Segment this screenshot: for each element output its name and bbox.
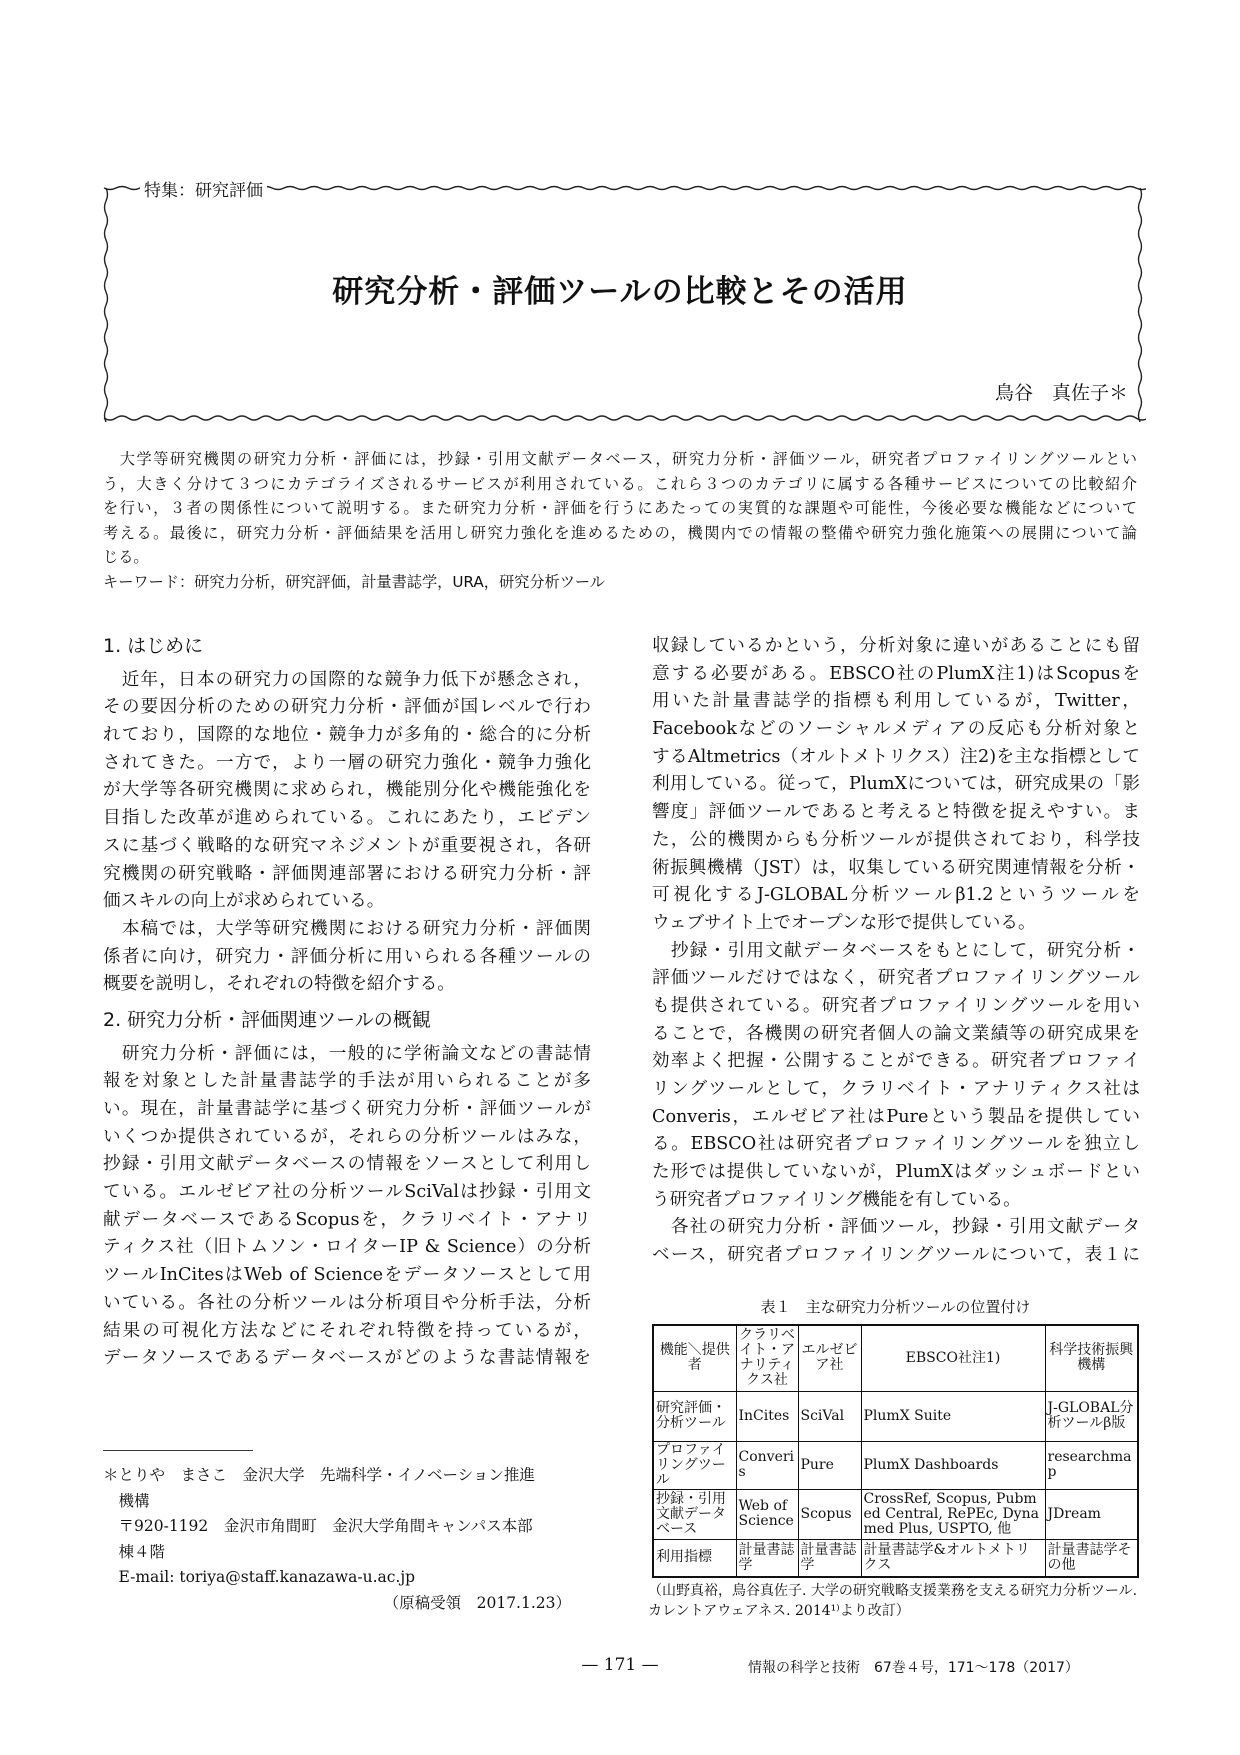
body-line: ることで，各機関の研究者個人の論文業績等の研究成果を bbox=[652, 1023, 1140, 1044]
page-number: — 171 — bbox=[581, 1655, 659, 1675]
abstract-line: を行い，３者の関係性について説明する。また研究力分析・評価を行うにあたっての実質的な課題や可能性，今後必要な機能などについて bbox=[103, 499, 1137, 518]
abstract-line: う，大きく分けて３つにカテゴライズされるサービスが利用されている。これら３つのカテゴリに属する各種サービスについての比較紹介 bbox=[103, 474, 1137, 493]
table-row bbox=[653, 1539, 1138, 1577]
table-cell: PlumX Suite bbox=[861, 1391, 1045, 1441]
table-cell: プロファイリングツール bbox=[653, 1441, 736, 1489]
body-line: 収録しているかという，分析対象に違いがあることにも留 bbox=[652, 636, 1140, 656]
table-cell: Web of Science bbox=[736, 1489, 798, 1539]
body-line: ウェブサイト上でオープンな形で提供している。 bbox=[652, 912, 1036, 933]
body-line: 抄録・引用文献データベースの情報をソースとして利用し bbox=[103, 1154, 591, 1175]
table-cell: SciVal bbox=[798, 1391, 861, 1441]
body-line: ツールInCitesはWeb of Scienceをデータソースとして用 bbox=[103, 1265, 591, 1286]
table-row bbox=[653, 1489, 1138, 1539]
footnote-line: E-mail: toriya@staff.kanazawa-u.ac.jp bbox=[103, 1568, 416, 1586]
body-line: 目指した改革が進められている。これにあたり，エビデン bbox=[103, 808, 591, 829]
body-line: リングツールとして，クラリベイト・アナリティクス社は bbox=[652, 1079, 1140, 1099]
table-block bbox=[648, 1296, 1143, 1621]
body-line: 結果の可視化方法などにそれぞれ特徴を持っているが， bbox=[103, 1320, 591, 1341]
table-source: （山野真裕，鳥谷真佐子. 大学の研究戦略支援業務を支える研究力分析ツール. カレントアウェアネス. 2014¹⁾より改訂） bbox=[648, 1583, 1138, 1619]
table-cell: 研究評価・分析ツール bbox=[653, 1391, 736, 1441]
footnote-line: 機構 bbox=[103, 1491, 150, 1510]
received-date: （原稿受領 2017.1.23） bbox=[383, 1593, 571, 1612]
table-cell: Converis bbox=[736, 1441, 798, 1489]
body-line: Facebookなどのソーシャルメディアの反応も分析対象と bbox=[652, 719, 1140, 740]
abstract-line: 考える。最後に，研究力分析・評価結果を活用し研究力強化を進めるための，機関内での情報の整備や研究力強化施策への展開について論 bbox=[103, 523, 1137, 542]
abstract bbox=[103, 447, 1137, 595]
body-line: ベース，研究者プロファイリングツールについて，表１に bbox=[652, 1245, 1140, 1266]
body-line: 利用している。従って，PlumXについては，研究成果の「影 bbox=[652, 774, 1140, 795]
body-line: る。EBSCO社は研究者プロファイリングツールを独立し bbox=[652, 1134, 1140, 1155]
author-name: 鳥谷 真佐子＊ bbox=[994, 382, 1128, 404]
body-line: が大学等各研究機関に求められ，機能別分化や機能強化を bbox=[103, 780, 591, 801]
table-cell: 利用指標 bbox=[653, 1539, 736, 1577]
body-line: するAltmetrics（オルトメトリクス）注2)を主な指標として bbox=[652, 746, 1140, 767]
body-line: も提供されている。研究者プロファイリングツールを用い bbox=[652, 995, 1140, 1016]
table-cell: InCites bbox=[736, 1391, 798, 1441]
body-line: う研究者プロファイリング機能を有している。 bbox=[652, 1189, 1021, 1210]
body-line: 本稿では，大学等研究機関における研究力分析・評価関 bbox=[103, 918, 591, 939]
body-line: されてきた。一方で，より一層の研究力強化・競争力強化 bbox=[103, 752, 591, 773]
body-line: その要因分析のための研究力分析・評価が国レベルで行わ bbox=[103, 697, 591, 718]
table-header-cell: EBSCO社注1) bbox=[861, 1325, 1045, 1391]
author-footnote bbox=[103, 1463, 591, 1616]
body-line: ている。エルゼビア社の分析ツールSciValは抄録・引用文 bbox=[103, 1182, 591, 1203]
series-label: 特集：研究評価 bbox=[140, 176, 267, 201]
table-header-cell: 機能＼提供者 bbox=[653, 1325, 736, 1391]
body-line: た形では提供していないが，PlumXはダッシュボードとい bbox=[652, 1162, 1140, 1183]
table-cell: Scopus bbox=[798, 1489, 861, 1539]
body-line: 報を対象とした計量書誌学的手法が用いられることが多 bbox=[103, 1071, 591, 1092]
footnote-line: ＊とりや まさこ 金沢大学 先端科学・イノベーション推進 bbox=[103, 1466, 535, 1484]
table-caption: 表１ 主な研究力分析ツールの位置付け bbox=[760, 1298, 1031, 1316]
body-line: 意する必要がある。EBSCO社のPlumX注1)はScopusを bbox=[652, 663, 1140, 684]
journal-citation: 情報の科学と技術 67巻４号，171〜178（2017） bbox=[748, 1660, 1079, 1676]
table-header-cell: 科学技術振興機構 bbox=[1045, 1325, 1138, 1391]
table-cell: 抄録・引用文献データベース bbox=[653, 1489, 736, 1539]
body-line: 術振興機構（JST）は，収集している研究関連情報を分析・ bbox=[652, 857, 1140, 878]
table-header-row bbox=[653, 1325, 1138, 1391]
body-line: いくつか提供されているが，それらの分析ツールはみな， bbox=[103, 1126, 591, 1147]
body-line: 抄録・引用文献データベースをもとにして，研究分析・ bbox=[652, 940, 1140, 961]
keywords: キーワード：研究力分析，研究評価，計量書誌学，URA，研究分析ツール bbox=[103, 572, 605, 591]
body-line: いている。各社の分析ツールは分析項目や分析手法，分析 bbox=[103, 1292, 591, 1313]
footnote-divider bbox=[103, 1450, 253, 1451]
table-cell: 計量書誌学&オルトメトリクス bbox=[861, 1539, 1045, 1577]
footnote-line: 〒920-1192 金沢市角間町 金沢大学角間キャンパス本部 bbox=[103, 1517, 533, 1535]
table-cell: Pure bbox=[798, 1441, 861, 1489]
body-line: 効率よく把握・公開することができる。研究者プロファイ bbox=[652, 1051, 1140, 1072]
body-line: 価スキルの向上が求められている。 bbox=[103, 891, 385, 912]
body-line: データソースであるデータベースがどのような書誌情報を bbox=[103, 1348, 591, 1369]
table-row bbox=[653, 1441, 1138, 1489]
body-line: い。現在，計量書誌学に基づく研究力分析・評価ツールが bbox=[103, 1099, 591, 1119]
right-column bbox=[652, 633, 1140, 1270]
footnote-line: 棟４階 bbox=[103, 1542, 166, 1561]
table-cell: PlumX Dashboards bbox=[861, 1441, 1045, 1489]
abstract-line: 大学等研究機関の研究力分析・評価には，抄録・引用文献データベース，研究力分析・評価ツール，研究者プロファイリングツールとい bbox=[103, 450, 1137, 468]
section-heading: 1. はじめに bbox=[103, 635, 204, 657]
tools-table bbox=[652, 1324, 1139, 1578]
body-line: 概要を説明し，それぞれの特徴を紹介する。 bbox=[103, 974, 455, 995]
table-cell: 計量書誌学 bbox=[736, 1539, 798, 1577]
table-cell: 計量書誌学その他 bbox=[1045, 1539, 1138, 1577]
body-line: ティクス社（旧トムソン・ロイターIP & Science）の分析 bbox=[103, 1237, 591, 1258]
body-line: Converis，エルゼビア社はPureという製品を提供してい bbox=[652, 1106, 1140, 1127]
body-line: 評価ツールだけではなく，研究者プロファイリングツール bbox=[652, 968, 1140, 989]
abstract-line: じる。 bbox=[103, 548, 149, 567]
table-header-cell: エルゼビア社 bbox=[798, 1325, 861, 1391]
table-cell: JDream bbox=[1045, 1489, 1138, 1539]
body-line: 用いた計量書誌学的指標も利用しているが，Twitter， bbox=[652, 691, 1140, 712]
body-line: 近年，日本の研究力の国際的な競争力低下が懸念され， bbox=[103, 669, 591, 690]
body-line: 各社の研究力分析・評価ツール，抄録・引用文献データ bbox=[652, 1217, 1140, 1238]
body-line: た，公的機関からも分析ツールが提供されており，科学技 bbox=[652, 829, 1140, 850]
body-line: 可視化するJ-GLOBAL分析ツールβ1.2というツールを bbox=[652, 885, 1140, 906]
body-line: れており，国際的な地位・競争力が多角的・総合的に分析 bbox=[103, 725, 591, 746]
table-header-cell: クラリベイト・アナリティクス社 bbox=[736, 1325, 798, 1391]
body-line: スに基づく戦略的な研究マネジメントが重要視され，各研 bbox=[103, 835, 591, 856]
table-row bbox=[653, 1391, 1138, 1441]
table-cell: J-GLOBAL分析ツールβ版 bbox=[1045, 1391, 1138, 1441]
article-title: 研究分析・評価ツールの比較とその活用 bbox=[332, 274, 908, 310]
table-cell: CrossRef, Scopus, Pubmed Central, RePEc, Dynamed Plus, USPTO, 他 bbox=[861, 1489, 1045, 1539]
body-line: 響度」評価ツールであると考えると特徴を捉えやすい。ま bbox=[652, 802, 1140, 823]
body-line: 研究力分析・評価には，一般的に学術論文などの書誌情 bbox=[103, 1043, 591, 1064]
table-cell: researchmap bbox=[1045, 1441, 1138, 1489]
section-heading: 2. 研究力分析・評価関連ツールの概観 bbox=[103, 1008, 431, 1031]
body-line: 献データベースであるScopusを，クラリベイト・アナリ bbox=[103, 1209, 591, 1230]
body-line: 究機関の研究戦略・評価関連部署における研究力分析・評 bbox=[103, 863, 591, 884]
table-cell: 計量書誌学 bbox=[798, 1539, 861, 1577]
body-line: 係者に向け，研究力・評価分析に用いられる各種ツールの bbox=[103, 946, 591, 967]
left-column bbox=[103, 633, 591, 1373]
